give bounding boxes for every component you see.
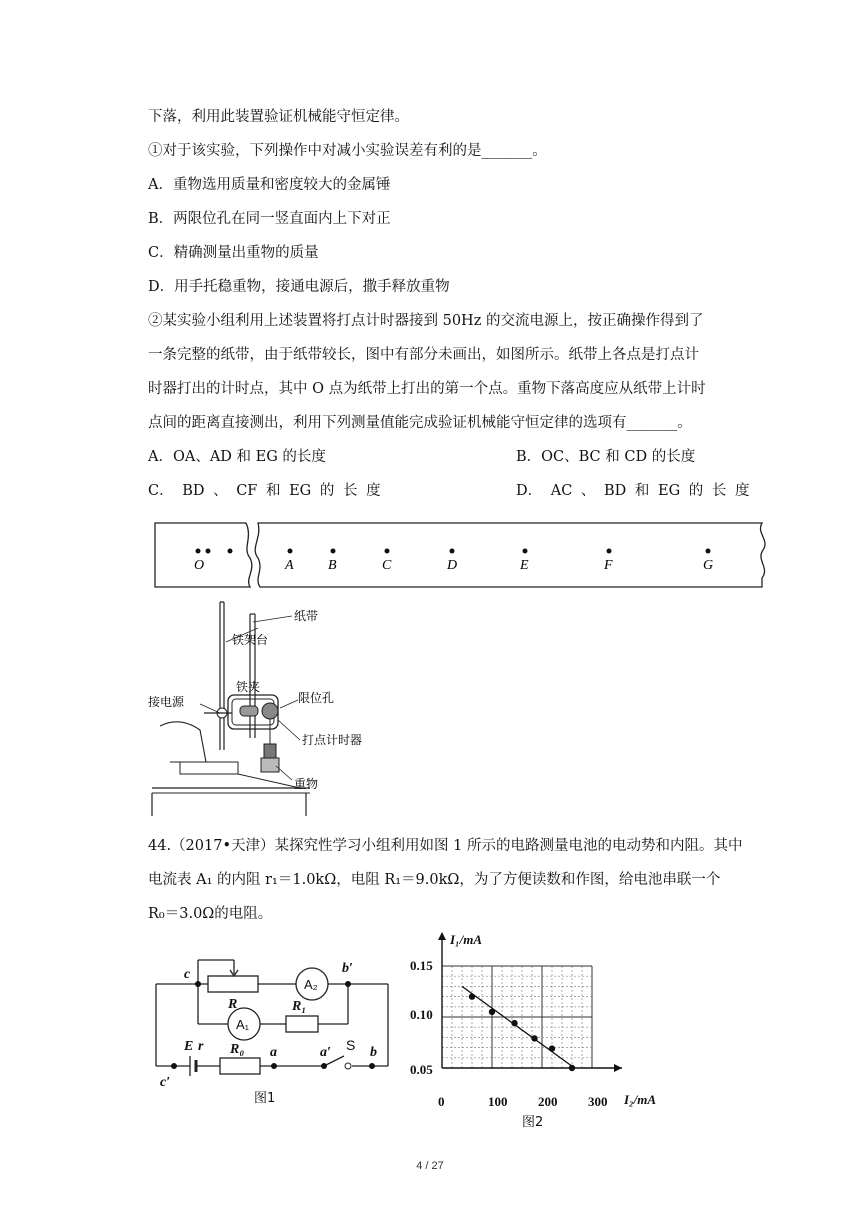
question-44-line-2: 电流表 A₁ 的内阻 r₁＝1.0kΩ，电阻 R₁＝9.0kΩ，为了方便读数和作图，给电池串联一个	[148, 872, 721, 888]
label-tape: 纸带	[294, 609, 319, 623]
label-hole: 限位孔	[298, 691, 335, 705]
chart-grid	[442, 966, 592, 1068]
question-2-line-1: ②某实验小组利用上述装置将打点计时器接到 50Hz 的交流电源上，按正确操作得到了	[148, 313, 704, 329]
data-point	[469, 993, 475, 999]
chart-axes	[438, 932, 622, 1072]
option-b: B．两限位孔在同一竖直面内上下对正	[148, 211, 391, 227]
option-d: D．用手托稳重物，接通电源后，撒手释放重物	[148, 279, 450, 295]
figure-1-caption: 图1	[254, 1091, 276, 1106]
ammeter-a2-label: A₂	[304, 977, 318, 992]
option-2a: A．OA、AD 和 EG 的长度	[148, 449, 326, 465]
data-point	[511, 1020, 517, 1026]
chart-y-tick-005: 0.05	[410, 1062, 433, 1077]
y-axis-arrow	[438, 932, 446, 940]
node-a: a	[270, 1045, 277, 1060]
chart-y-tick-015: 0.15	[410, 958, 433, 973]
question-2-line-3: 时器打出的计时点，其中 O 点为纸带上打出的第一个点。重物下落高度应从纸带上计时	[148, 381, 706, 397]
chart-x-tick-300: 300	[588, 1094, 608, 1109]
option-2b: B．OC、BC 和 CD 的长度	[516, 449, 696, 465]
question-2-line-2: 一条完整的纸带，由于纸带较长，图中有部分未画出，如图所示。纸带上各点是打点计	[148, 347, 699, 363]
data-point	[531, 1035, 537, 1041]
question-44-line-3: R₀＝3.0Ω的电阻。	[148, 906, 273, 922]
internal-r-label: r	[198, 1039, 204, 1054]
question-1: ①对于该实验，下列操作中对减小实验误差有利的是_______。	[148, 143, 547, 159]
circuit-figure	[146, 946, 396, 1130]
question-44-line-1: 44.（2017•天津）某探究性学习小组利用如图 1 所示的电路测量电池的电动势和内阻。其中	[148, 838, 743, 854]
node-c-prime: c′	[160, 1075, 171, 1090]
chart-x-tick-100: 100	[488, 1094, 508, 1109]
ammeter-a1-label: A₁	[236, 1017, 250, 1032]
option-2c: C． BD 、 CF 和 EG 的 长 度	[148, 483, 381, 499]
label-stand: 铁架台	[232, 633, 269, 647]
chart-x-tick-0: 0	[438, 1094, 445, 1109]
option-a: A．重物选用质量和密度较大的金属锤	[148, 177, 391, 193]
chart-x-tick-200: 200	[538, 1094, 558, 1109]
label-timer: 打点计时器	[302, 733, 363, 747]
apparatus-figure	[140, 598, 400, 818]
chart-x-label: I₂/mA	[624, 1092, 656, 1107]
tape-point-b: B	[328, 558, 337, 573]
chart-figure	[406, 928, 676, 1138]
option-2d: D． AC 、 BD 和 EG 的 长 度	[516, 483, 750, 499]
page-number: 4 / 27	[416, 1160, 444, 1172]
data-point	[549, 1045, 555, 1051]
tape-point-f: F	[604, 558, 613, 573]
label-clamp: 铁夹	[236, 680, 261, 694]
option-c: C．精确测量出重物的质量	[148, 245, 319, 261]
label-power: 接电源	[148, 695, 185, 709]
node-a-prime: a′	[320, 1045, 331, 1060]
switch-label: S	[346, 1037, 356, 1053]
emf-label: E	[184, 1039, 194, 1054]
data-point	[569, 1065, 575, 1071]
tape-point-g: G	[703, 558, 714, 573]
resistor-r1-label: R₁	[292, 999, 307, 1014]
label-weight: 重物	[294, 777, 319, 791]
tape-point-d: D	[447, 558, 458, 573]
resistor-r0-label: R₀	[230, 1042, 245, 1057]
node-b-prime: b′	[342, 961, 353, 976]
node-b: b	[370, 1045, 377, 1060]
figure-2-caption: 图2	[522, 1115, 544, 1130]
tape-point-e: E	[520, 558, 529, 573]
node-c: c	[184, 967, 191, 982]
chart-y-tick-010: 0.10	[410, 1007, 433, 1022]
tape-point-a: A	[285, 558, 294, 573]
tape-point-c: C	[382, 558, 392, 573]
chart-y-label: I₁/mA	[450, 932, 482, 947]
data-point	[489, 1009, 495, 1015]
resistor-r-label: R	[228, 997, 238, 1012]
x-axis-arrow	[614, 1064, 622, 1072]
text-line: 下落，利用此装置验证机械能守恒定律。	[148, 109, 409, 125]
tape-point-o: O	[194, 558, 205, 573]
chart-marks	[462, 986, 575, 1071]
paper-tape-figure	[150, 518, 770, 592]
question-2-line-4: 点间的距离直接测出，利用下列测量值能完成验证机械能守恒定律的选项有_______。	[148, 415, 692, 431]
